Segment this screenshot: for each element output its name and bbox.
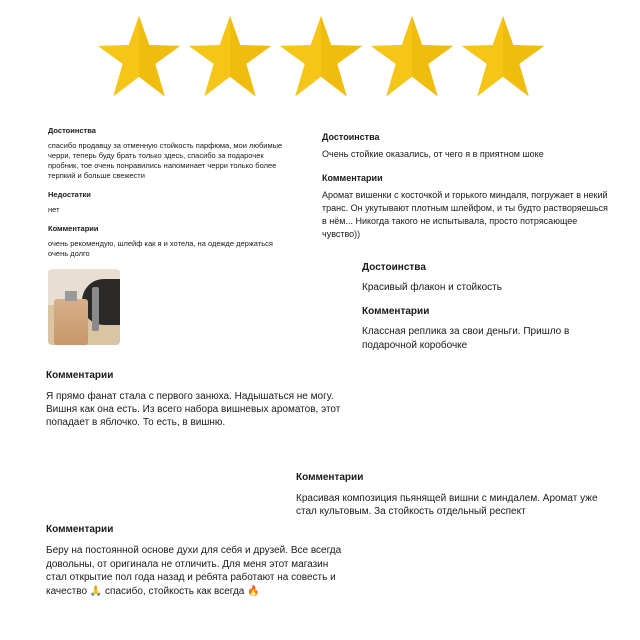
review-card — [46, 370, 366, 429]
review-card — [48, 126, 284, 345]
star-icon — [187, 14, 273, 100]
cons-heading: Недостатки — [48, 190, 91, 199]
comments-text: очень рекомендую, шлейф как я и хотела, на одежде держаться очень долго — [48, 239, 273, 258]
pros-heading: Достоинства — [362, 262, 426, 273]
comments-heading: Комментарии — [322, 173, 383, 183]
comments-heading: Комментарии — [46, 524, 114, 535]
cons-text: нет — [48, 205, 60, 214]
review-card — [322, 132, 612, 253]
review-card — [362, 262, 612, 364]
star-icon — [278, 14, 364, 100]
review-card — [296, 472, 606, 518]
star-icon — [369, 14, 455, 100]
comments-heading: Комментарии — [48, 224, 99, 233]
rating-stars — [96, 14, 548, 100]
comments-heading: Комментарии — [296, 472, 364, 483]
pros-text: Очень стойкие оказались, от чего я в приятном шоке — [322, 149, 544, 159]
comments-heading: Комментарии — [46, 370, 114, 381]
comments-text: Классная реплика за свои деньги. Пришло в подарочной коробочке — [362, 326, 570, 351]
comments-text: Беру на постоянной основе духи для себя и друзей. Все всегда довольны, от оригинала не отличить. Для меня этот магазин стал открытие пол года назад и ребята работают на совесть и качество 🙏 спасибо, стойкость как всегда 🔥 — [46, 545, 342, 597]
pros-heading: Достоинства — [48, 126, 96, 135]
comments-text: Я прямо фанат стала с первого занюха. Надышаться не могу. Вишня как она есть. Из всего набора вишневых ароматов, этот попадает в яблочко. То есть, в вишню. — [46, 391, 341, 428]
comments-heading: Комментарии — [362, 306, 430, 317]
review-photo[interactable] — [48, 269, 120, 345]
star-icon — [460, 14, 546, 100]
pros-heading: Достоинства — [322, 132, 380, 142]
comments-text: Красивая композиция пьянящей вишни с миндалем. Аромат уже стал культовым. За стойкость отдельный респект — [296, 493, 598, 517]
comments-text: Аромат вишенки с косточкой и горького миндаля, погружает в некий транс. Он укутывают плотным шлейфом, и ты будто растворяешься в нём... Никогда такого не испытывала, просто потрясающее чувство)) — [322, 190, 608, 239]
review-card — [46, 524, 346, 598]
pros-text: спасибо продавцу за отменную стойкость парфюма, мои любимые черри, теперь буду брать только здесь, спасибо за подарочек пробник, тое очень понравились напоминает черри только более терпкий и больше свежести — [48, 141, 283, 180]
pros-text: Красивый флакон и стойкость — [362, 282, 502, 293]
star-icon — [96, 14, 182, 100]
